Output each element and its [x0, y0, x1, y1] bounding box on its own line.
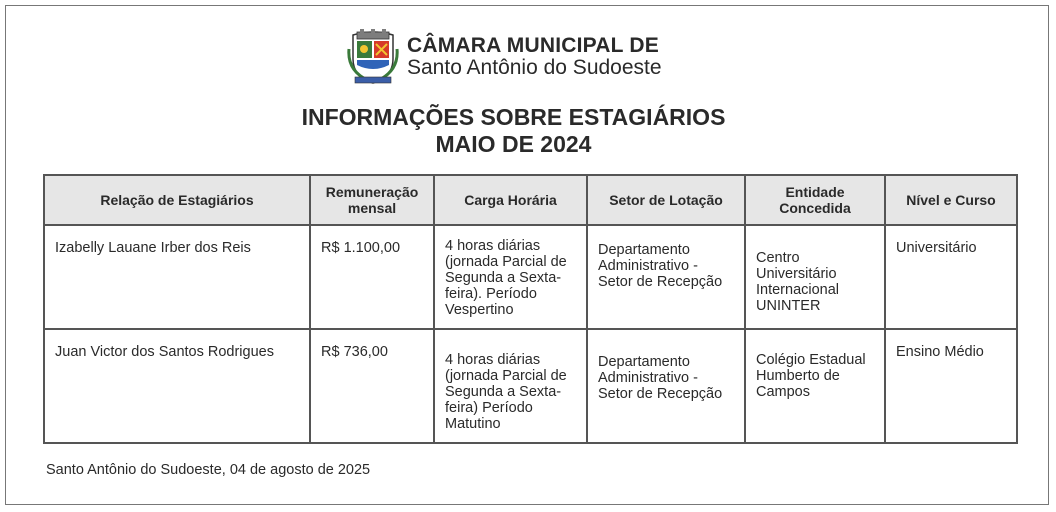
cell-nivel: Universitário [885, 225, 1017, 329]
municipality-name: Santo Antônio do Sudoeste [407, 56, 662, 79]
cell-nome: Juan Victor dos Santos Rodrigues [44, 329, 310, 443]
municipal-crest-icon [347, 29, 399, 85]
col-header-nivel: Nível e Curso [885, 175, 1017, 225]
col-header-setor: Setor de Lotação [587, 175, 745, 225]
cell-carga: 4 horas diárias (jornada Parcial de Segunda a Sexta-feira). Período Vespertino [434, 225, 587, 329]
letterhead [347, 28, 662, 86]
institution-name: CÂMARA MUNICIPAL DE [407, 33, 659, 57]
cell-entidade: Centro Universitário Internacional UNINTER [745, 225, 885, 329]
page-title [0, 104, 1027, 158]
title-line-2: MAIO DE 2024 [435, 131, 592, 157]
cell-setor: Departamento Administrativo - Setor de Recepção [587, 329, 745, 443]
cell-nome: Izabelly Lauane Irber dos Reis [44, 225, 310, 329]
place-date: Santo Antônio do Sudoeste, 04 de agosto de 2025 [46, 462, 371, 478]
table-row [44, 225, 1017, 329]
col-header-relacao: Relação de Estagiários [44, 175, 310, 225]
cell-remuneracao: R$ 736,00 [310, 329, 434, 443]
col-header-carga: Carga Horária [434, 175, 587, 225]
cell-entidade: Colégio Estadual Humberto de Campos [745, 329, 885, 443]
interns-table [43, 174, 1018, 444]
table-row [44, 329, 1017, 443]
cell-nivel: Ensino Médio [885, 329, 1017, 443]
cell-carga: 4 horas diárias (jornada Parcial de Segunda a Sexta-feira) Período Matutino [434, 329, 587, 443]
cell-setor: Departamento Administrativo - Setor de Recepção [587, 225, 745, 329]
cell-remuneracao: R$ 1.100,00 [310, 225, 434, 329]
col-header-entidade: Entidade Concedida [745, 175, 885, 225]
col-header-remuneracao: Remuneração mensal [310, 175, 434, 225]
table-header-row [44, 175, 1017, 225]
title-line-1: INFORMAÇÕES SOBRE ESTAGIÁRIOS [301, 104, 726, 130]
